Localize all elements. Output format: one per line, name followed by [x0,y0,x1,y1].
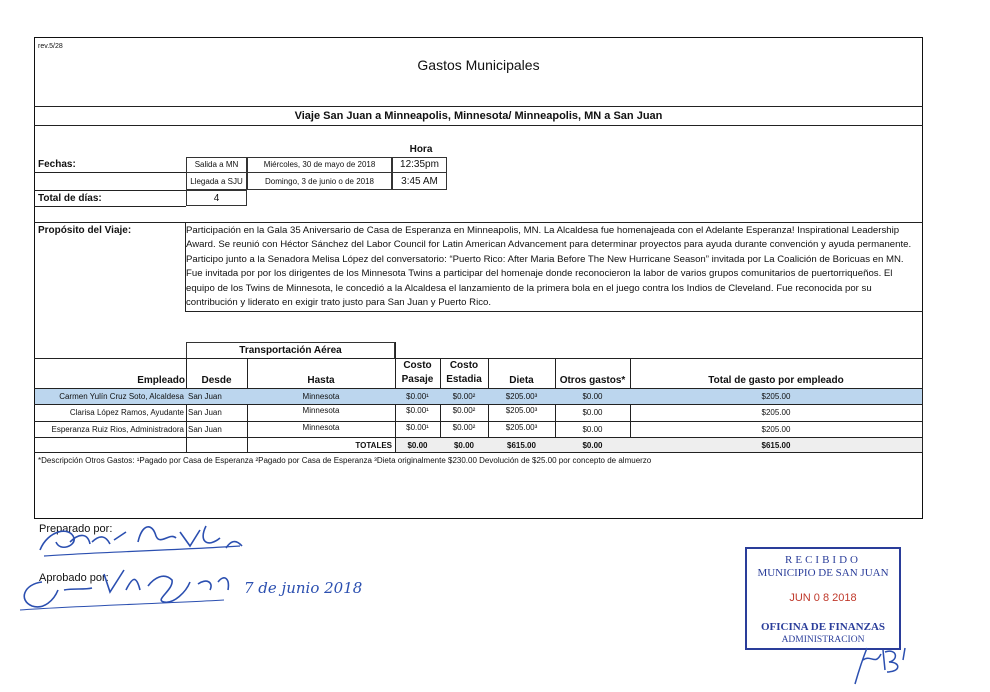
total-days-label: Total de días: [38,193,102,204]
row-1-desde: San Juan [188,408,222,417]
table-bottom-border [34,452,923,453]
stamp-line-1: RECIBIDO [785,554,861,566]
header-empleado: Empleado [137,375,185,386]
totals-label: TOTALES [355,441,392,450]
row-border [34,421,923,422]
row-1-empleado: Clarisa López Ramos, Ayudante [69,408,184,417]
row-border [34,404,923,405]
page-title: Gastos Municipales [417,57,540,73]
totals-estadia: $0.00 [453,441,475,450]
departure-date: Miércoles, 30 de mayo de 2018 [263,160,376,169]
row-0-empleado: Carmen Yulín Cruz Soto, Alcaldesa [59,392,184,401]
stamp-line-2: MUNICIPIO DE SAN JUAN [757,567,889,579]
row-2-otros: $0.00 [582,425,603,434]
row-1-dieta: $205.00³ [505,406,538,415]
header-hasta: Hasta [307,375,335,386]
stamp-date: JUN 0 8 2018 [789,592,857,604]
row-2-hasta: Minnesota [302,423,340,432]
hora-header: Hora [409,144,433,155]
row-2-pasaje: $0.00¹ [406,423,429,432]
totals-pasaje: $0.00 [407,441,428,450]
departure-time: 12:35pm [400,159,439,170]
row-0-otros: $0.00 [582,392,603,401]
row-2-empleado: Esperanza Ruiz Rios, Administradora [51,425,184,434]
row-2-desde: San Juan [188,425,222,434]
row-2-total: $205.00 [761,425,791,434]
row-0-total: $205.00 [761,392,791,401]
revision-label: rev.5/28 [38,43,63,50]
totals-otros: $0.00 [582,441,603,450]
row-0-desde: San Juan [188,392,222,401]
prepared-by-label: Preparado por: [39,523,113,535]
arrival-time: 3:45 AM [401,176,438,187]
approver-signature [14,560,244,620]
stamp-line-3: OFICINA DE FINANZAS [760,621,886,633]
purpose-label: Propósito del Viaje: [38,225,132,236]
arrival-date: Domingo, 3 de junio o de 2018 [265,177,374,186]
total-days-value: 4 [213,193,220,204]
divider [34,190,186,191]
totals-dieta: $615.00 [507,441,536,450]
air-transport-header: Transportación Aérea [239,345,342,356]
departure-label: Salida a MN [194,160,239,169]
header-costo-estadia-1: Costo [449,360,479,371]
row-1-pasaje: $0.00¹ [406,406,429,415]
row-0-estadia: $0.00² [452,392,476,401]
header-total: Total de gasto por empleado [708,375,844,386]
approval-date: 7 de junio 2018 [244,579,363,597]
header-dieta: Dieta [509,375,534,386]
divider [34,125,923,126]
row-1-estadia: $0.00² [452,406,476,415]
footnote: *Descripción Otros Gastos: ¹Pagado por Casa de Esperanza ²Pagado por Casa de Esperanza ³Dieta originalmente $230.00 Devolución de $25.00 por concepto de almuerzo [38,456,652,465]
received-stamp [745,547,901,650]
totals-total: $615.00 [761,441,791,450]
row-1-otros: $0.00 [582,408,603,417]
header-costo-pasaje-2: Pasaje [401,374,434,385]
divider [34,106,923,107]
arrival-label: Llegada a SJU [190,177,243,186]
divider [34,206,186,207]
approved-by-label: Aprobado por: [39,572,109,584]
row-1-total: $205.00 [761,408,791,417]
initials-signature [845,640,915,688]
row-2-dieta: $205.00³ [505,423,538,432]
divider [34,172,186,173]
header-desde: Desde [201,375,232,386]
fechas-label: Fechas: [38,159,76,170]
row-0-hasta: Minnesota [302,392,340,401]
header-costo-pasaje-1: Costo [403,360,432,371]
trip-title: Viaje San Juan a Minneapolis, Minnesota/ Minneapolis, MN a San Juan [294,110,663,122]
stamp-line-4: ADMINISTRACION [781,635,865,645]
purpose-text: Participación en la Gala 35 Aniversario de Casa de Esperanza en Minneapolis, MN. La Alcaldesa fue homenajeada con el Adelante Esperanza! Inspirational Leadership Award. Se reunió con Héctor Sánchez del Labor Council for Latin American Advancement para determinar proyectos para ayuda durante convención y ayuda permanente. Participo junto a la Senadora Melisa López del conversatorio: “Puerto Rico: After Maria Before The New Hurricane Season” invitada por La Coalición de Boricuas en MN. Fue invitada por por los dirigentes de los Minnesota Twins a participar del homenaje donde reconocieron la labor de varios grupos comunitarios de puertorriqueños. El equipo de los Twins de Minnesota, le concedió a la Alcaldesa el lanzamiento de la primera bola en el juego contra los Indios de Cleveland. Fue reconocida por su contribución y liderato en exigir trato justo para San Juan y Puerto Rico. [186,225,912,309]
table-top-border [34,358,923,359]
preparer-signature [30,512,250,562]
row-1-hasta: Minnesota [302,406,340,415]
row-0-dieta: $205.00³ [505,392,538,401]
divider [185,311,923,312]
header-otros: Otros gastos* [559,375,626,386]
divider [34,222,923,223]
row-0-pasaje: $0.00¹ [406,392,429,401]
row-2-estadia: $0.00² [452,423,476,432]
header-costo-estadia-2: Estadia [446,374,482,385]
